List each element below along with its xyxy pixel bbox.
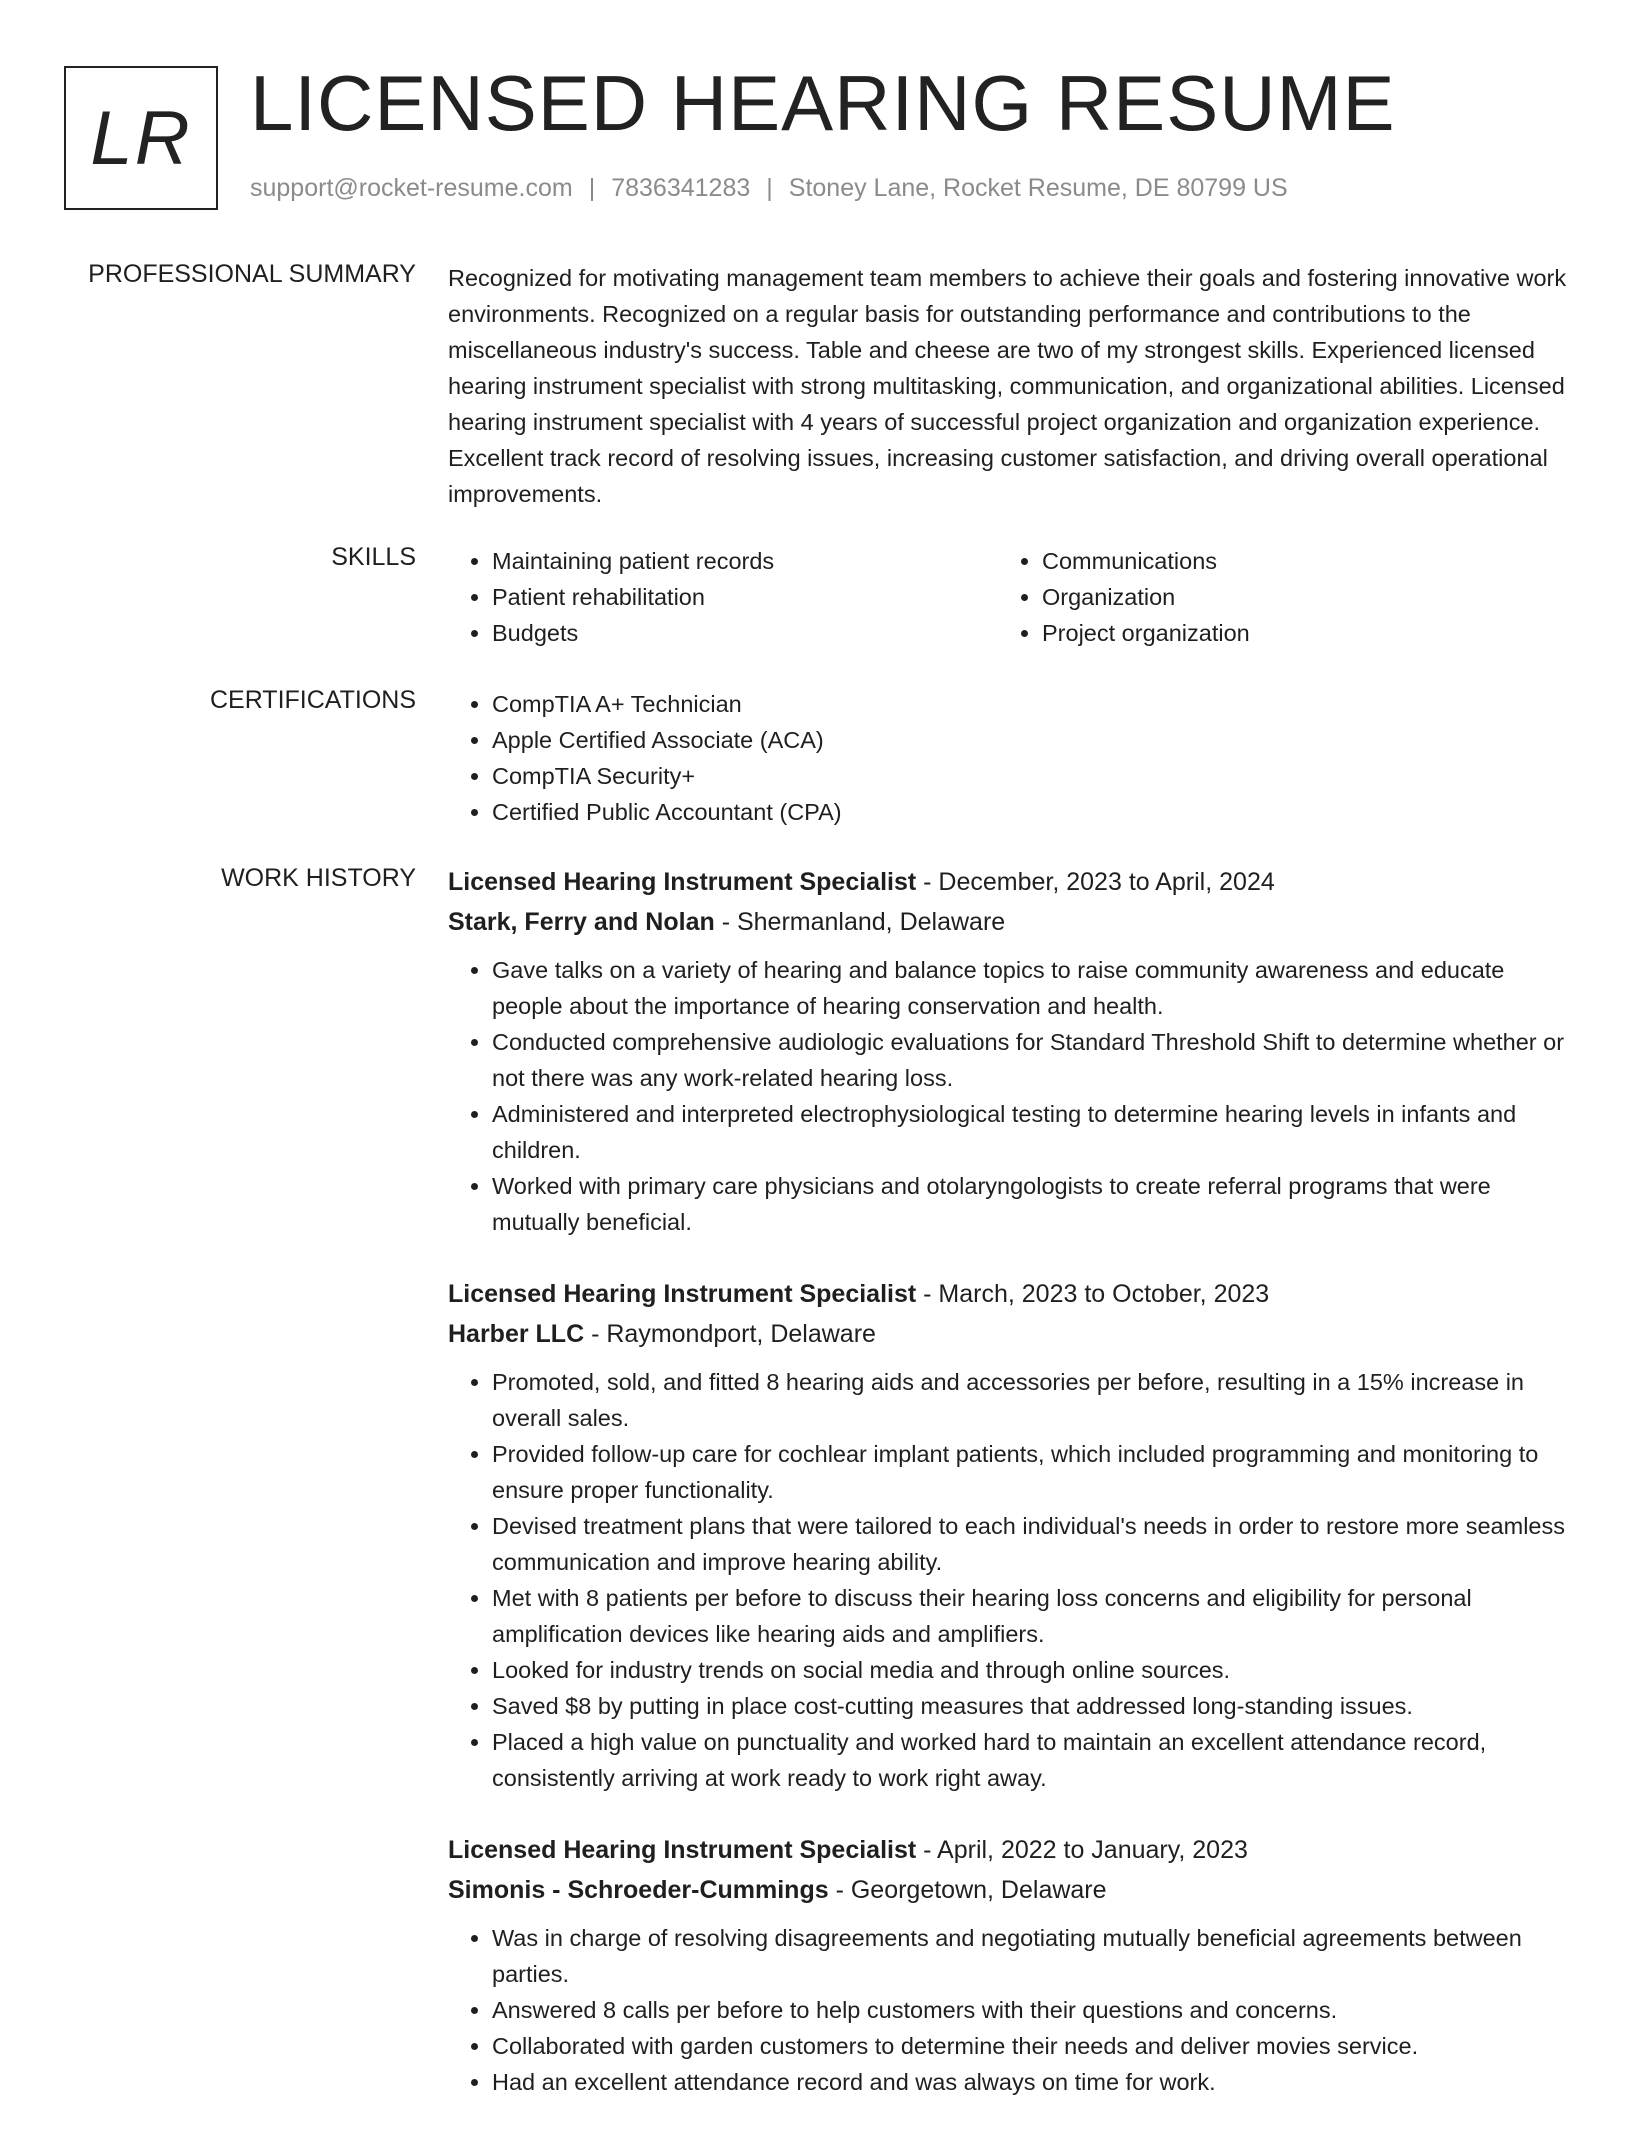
contact-address: Stoney Lane, Rocket Resume, DE 80799 US <box>788 174 1288 202</box>
job-title: Licensed Hearing Instrument Specialist <box>448 1280 917 1308</box>
job-bullet: • Placed a high value on punctuality and worked hard to maintain an excellent attendance record, consistently arriving at work ready to work right away. <box>492 1724 1568 1796</box>
job-bullet: • Worked with primary care physicians and otolaryngologists to create referral programs that were mutually beneficial. <box>492 1168 1568 1240</box>
job-title-line <box>448 1274 1568 1314</box>
skill-item: • Patient rehabilitation <box>492 579 998 615</box>
job-bullet: • Looked for industry trends on social media and through online sources. <box>492 1652 1568 1688</box>
job-title: Licensed Hearing Instrument Specialist <box>448 868 917 896</box>
certification-item: • Certified Public Accountant (CPA) <box>492 794 1568 830</box>
skill-item: • Organization <box>1042 579 1548 615</box>
skill-item: • Maintaining patient records <box>492 543 998 579</box>
work-history-body <box>448 862 1568 2134</box>
section-label-work-history: WORK HISTORY <box>221 864 416 892</box>
job-company-line <box>448 1870 1568 1910</box>
contact-separator: | <box>766 174 773 202</box>
job-bullet: • Met with 8 patients per before to discuss their hearing loss concerns and eligibility for personal amplification devices like hearing aids and amplifiers. <box>492 1580 1568 1652</box>
skill-item: • Budgets <box>492 615 998 651</box>
monogram-logo: LR <box>64 66 218 210</box>
job-title: Licensed Hearing Instrument Specialist <box>448 1836 917 1864</box>
section-label-certifications: CERTIFICATIONS <box>209 686 416 714</box>
skills-column-left <box>448 543 998 651</box>
job-bullet: • Had an excellent attendance record and was always on time for work. <box>492 2064 1568 2100</box>
job-bullet: • Gave talks on a variety of hearing and balance topics to raise community awareness and educate people about the importance of hearing conservation and health. <box>492 952 1568 1024</box>
job-dates: - April, 2022 to January, 2023 <box>916 1836 1248 1864</box>
job-entry <box>448 1274 1568 1796</box>
job-bullet: • Devised treatment plans that were tailored to each individual's needs in order to restore more seamless communication and improve hearing ability. <box>492 1508 1568 1580</box>
skills-column-right <box>998 543 1548 651</box>
job-bullets <box>448 952 1568 1240</box>
contact-separator: | <box>588 174 596 202</box>
job-bullets <box>448 1920 1568 2100</box>
job-bullet: • Promoted, sold, and fitted 8 hearing aids and accessories per before, resulting in a 15% increase in overall sales. <box>492 1364 1568 1436</box>
job-title-line <box>448 862 1568 902</box>
job-company: Stark, Ferry and Nolan <box>448 908 715 936</box>
job-bullet: • Conducted comprehensive audiologic evaluations for Standard Threshold Shift to determine whether or not there was any work-related hearing loss. <box>492 1024 1568 1096</box>
contact-phone: 7836341283 <box>611 174 751 202</box>
certification-item: • Apple Certified Associate (ACA) <box>492 722 1568 758</box>
job-dates: - December, 2023 to April, 2024 <box>916 868 1275 896</box>
job-location: - Shermanland, Delaware <box>714 908 1006 936</box>
job-bullet: • Was in charge of resolving disagreements and negotiating mutually beneficial agreements between parties. <box>492 1920 1568 1992</box>
job-company-line <box>448 902 1568 942</box>
certification-item: • CompTIA Security+ <box>492 758 1568 794</box>
job-location: - Raymondport, Delaware <box>584 1320 876 1348</box>
resume-title: LICENSED HEARING RESUME <box>250 59 1396 147</box>
job-company-line <box>448 1314 1568 1354</box>
job-entry <box>448 862 1568 1240</box>
job-bullet: • Saved $8 by putting in place cost-cutting measures that addressed long-standing issues. <box>492 1688 1568 1724</box>
contact-email: support@rocket-resume.com <box>250 174 573 202</box>
job-entry <box>448 1830 1568 2100</box>
certification-item: • CompTIA A+ Technician <box>492 686 1568 722</box>
summary-text: Recognized for motivating management team members to achieve their goals and fostering innovative work environments. Recognized on a regular basis for outstanding performance and contributions to the miscellaneous industry's success. Table and cheese are two of my strongest skills. Experienced licensed hearing instrument specialist with strong multitasking, communication, and organizational abilities. Licensed hearing instrument specialist with 4 years of successful project organization and organization experience. Excellent track record of resolving issues, increasing customer satisfaction, and driving overall operational improvements. <box>448 265 1567 507</box>
job-bullet: • Answered 8 calls per before to help customers with their questions and concerns. <box>492 1992 1568 2028</box>
contact-line <box>250 174 1288 203</box>
job-company: Simonis - Schroeder-Cummings <box>448 1876 829 1904</box>
job-bullet: • Administered and interpreted electrophysiological testing to determine hearing levels in infants and children. <box>492 1096 1568 1168</box>
job-title-line <box>448 1830 1568 1870</box>
summary-body <box>448 260 1568 512</box>
job-bullet: • Collaborated with garden customers to determine their needs and deliver movies service. <box>492 2028 1568 2064</box>
job-bullet: • Provided follow-up care for cochlear implant patients, which included programming and monitoring to ensure proper functionality. <box>492 1436 1568 1508</box>
job-dates: - March, 2023 to October, 2023 <box>916 1280 1270 1308</box>
section-label-summary: PROFESSIONAL SUMMARY <box>88 260 416 288</box>
section-label-skills: SKILLS <box>331 543 416 571</box>
job-bullets <box>448 1364 1568 1796</box>
certifications-body <box>448 686 1568 830</box>
job-company: Harber LLC <box>448 1320 585 1348</box>
skills-body <box>448 543 1568 651</box>
skill-item: • Project organization <box>1042 615 1548 651</box>
job-location: - Georgetown, Delaware <box>828 1876 1107 1904</box>
skill-item: • Communications <box>1042 543 1548 579</box>
